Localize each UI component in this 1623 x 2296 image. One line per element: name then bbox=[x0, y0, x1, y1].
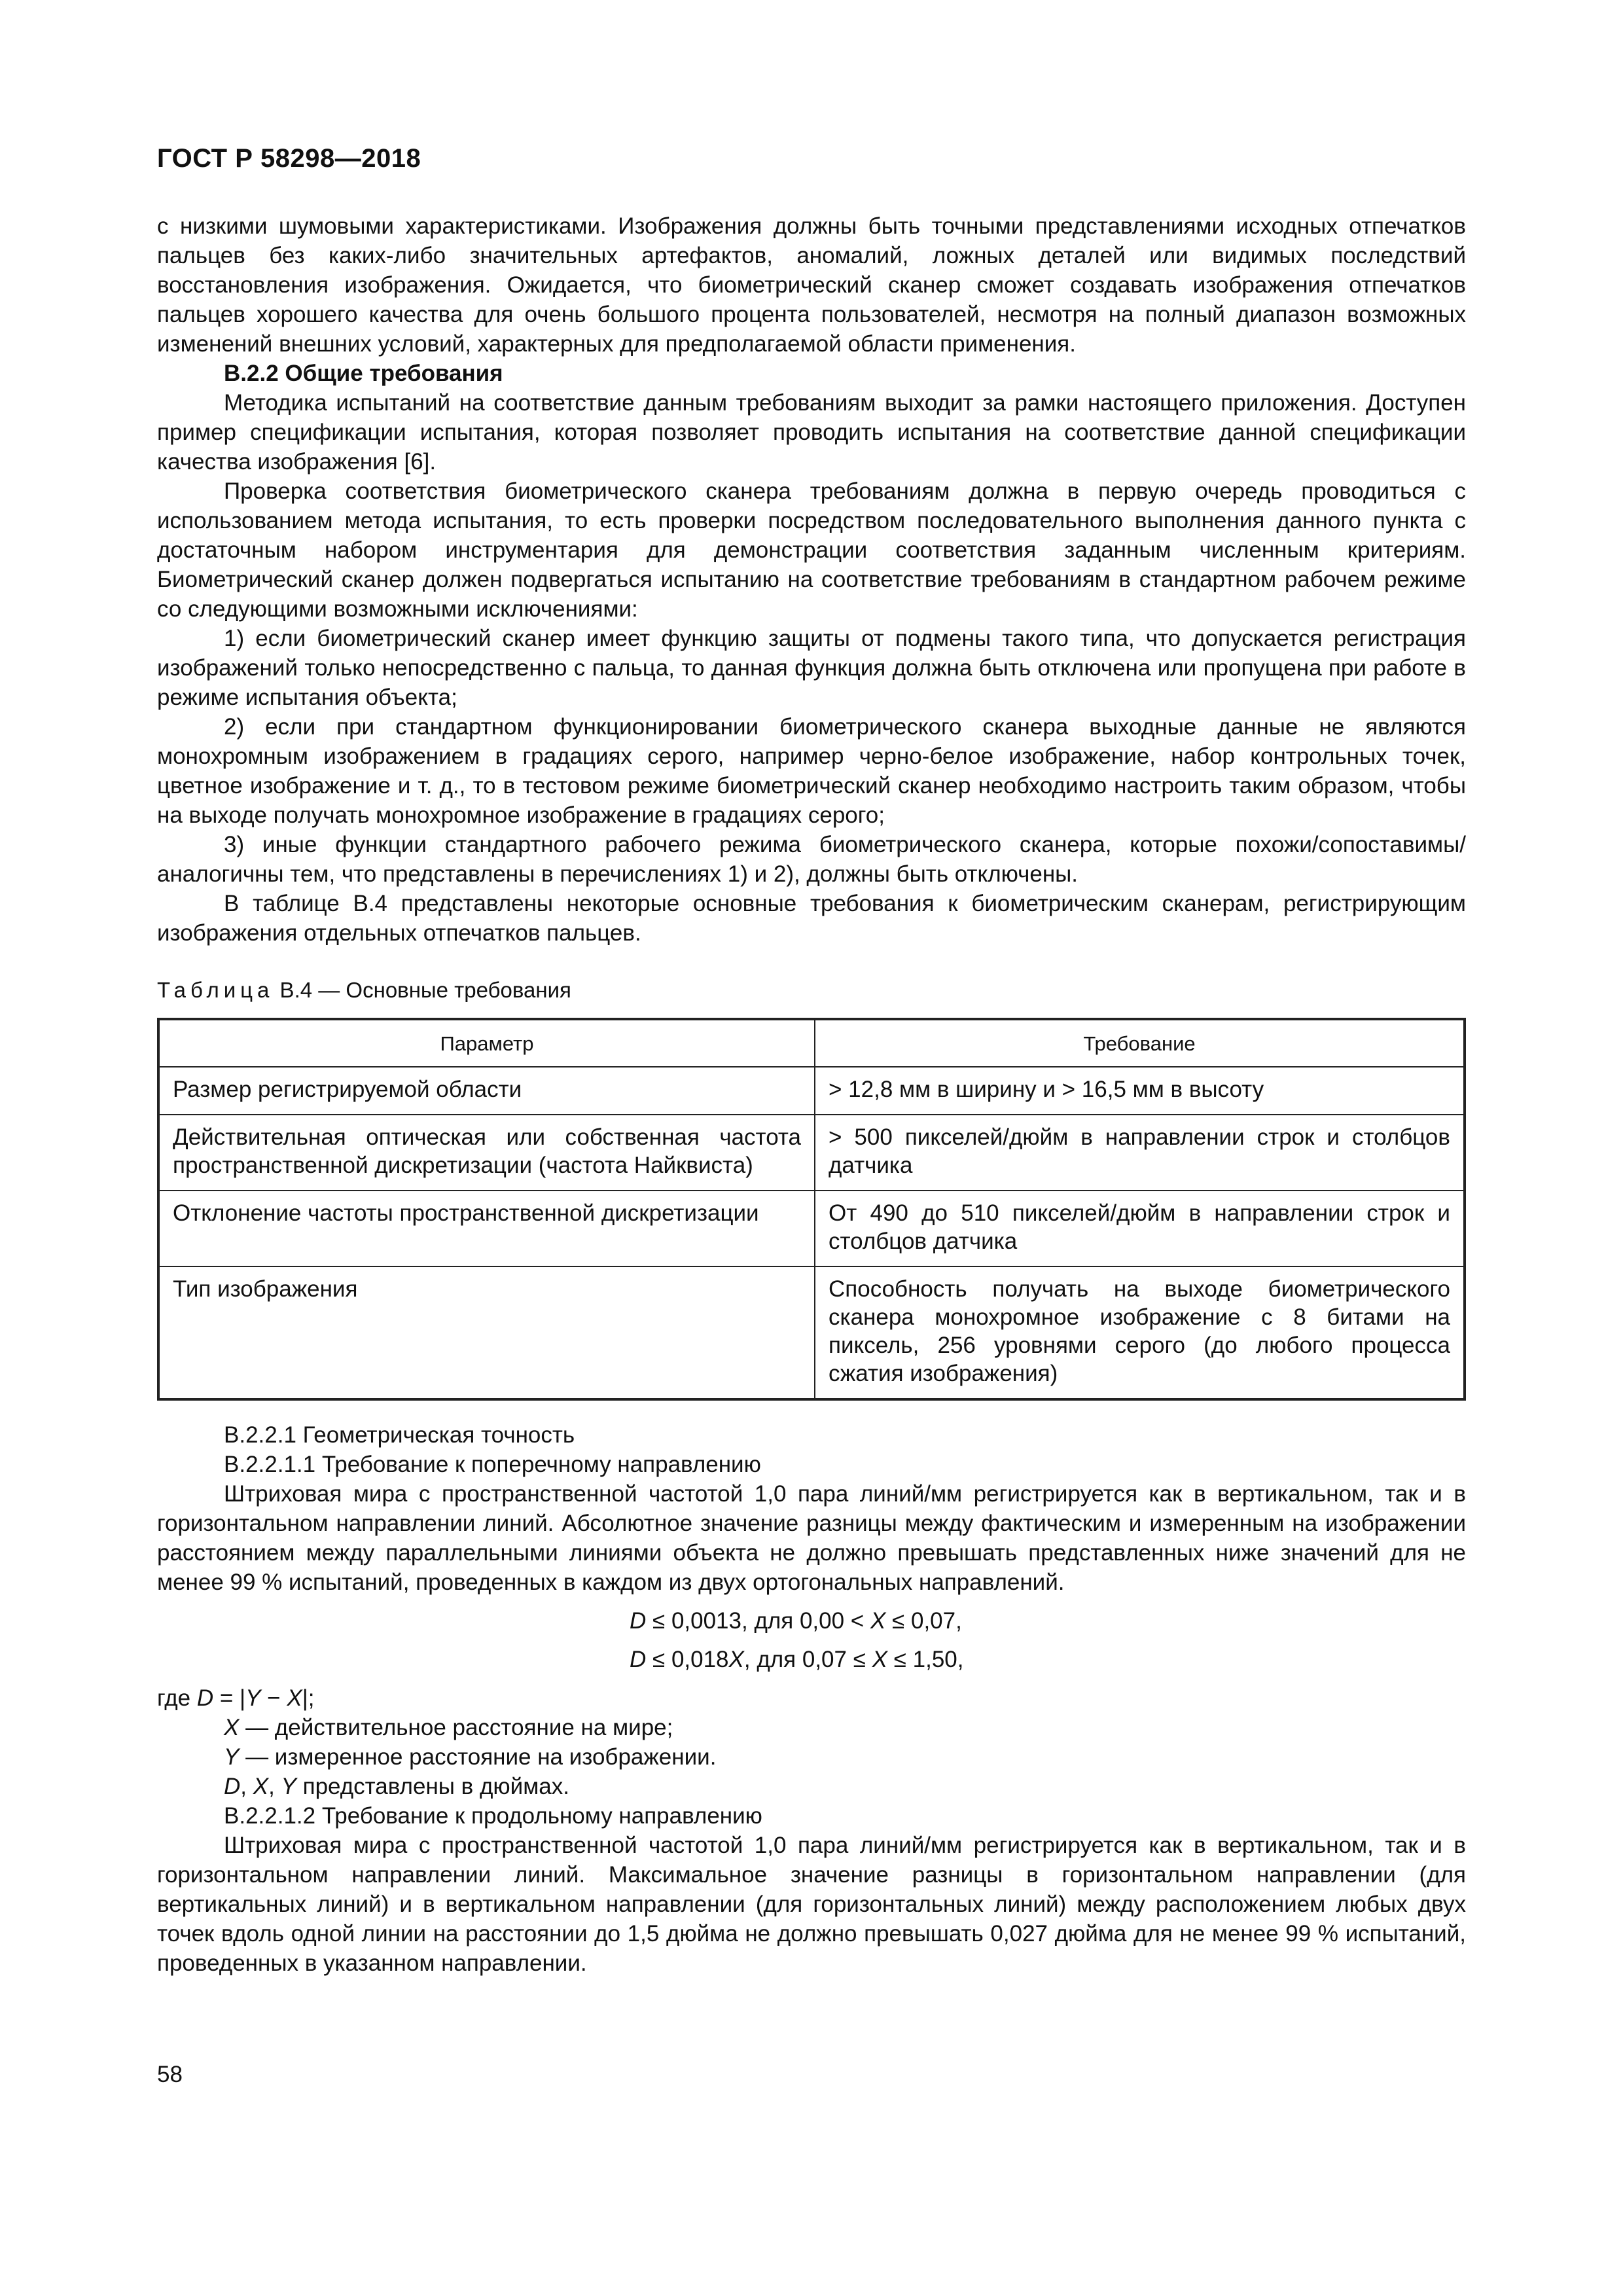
definition-x: X — действительное расстояние на мире; bbox=[224, 1715, 673, 1740]
intro-paragraph: с низкими шумовыми характеристиками. Изображения должны быть точными представлениями исходных отпечатков пальцев без каких-либо значительных артефактов, аномалий, ложных деталей или видимых последствий восстановления изображения. Ожидается, что биометрический сканер сможет создавать изображения отпечатков пальцев хорошего качества для очень большого процента пользователей, несмотря на полный диапазон возможных изменений внешних условий, характерных для предполагаемой области применения. bbox=[157, 213, 1466, 357]
subsection-geometric-accuracy: В.2.2.1 Геометрическая точность bbox=[224, 1422, 575, 1448]
table-header-row bbox=[158, 1019, 1465, 1067]
page-number: 58 bbox=[157, 2062, 183, 2087]
paragraph-table-intro: В таблице В.4 представлены некоторые основные требования к биометрическим сканерам, регистрирующим изображения отдельных отпечатков пальцев. bbox=[157, 891, 1466, 946]
units-note: D, X, Y представлены в дюймах. bbox=[224, 1774, 569, 1799]
table-row bbox=[158, 1266, 1465, 1399]
subsection-longitudinal: В.2.2.1.2 Требование к продольному направлению bbox=[224, 1803, 762, 1829]
table-row bbox=[158, 1067, 1465, 1115]
definition-y: Y — измеренное расстояние на изображении. bbox=[224, 1744, 717, 1770]
list-item: 2) если при стандартном функционировании биометрического сканера выходные данные не являются монохромным изображением в градациях серого, например черно-белое изображение, набор контрольных точек, цветное изображение и т. д., то в тестовом режиме биометрический сканер необходимо настроить таким образом, чтобы на выходе получать монохромное изображение в градациях серого; bbox=[157, 714, 1466, 828]
paragraph-transverse: Штриховая мира с пространственной частотой 1,0 пара линий/мм регистрируется как в вертикальном, так и в горизонтальном направлении линий. Абсолютное значение разницы между фактическим и измеренным на изображении расстоянием между параллельными линиями объекта не должно превышать представленных ниже значений для не менее 99 % испытаний, проведенных в каждом из двух ортогональных направлений. bbox=[157, 1481, 1466, 1595]
table-cell: Отклонение частоты пространственной дискретизации bbox=[158, 1191, 815, 1266]
requirements-table bbox=[157, 1018, 1466, 1401]
paragraph-longitudinal: Штриховая мира с пространственной частотой 1,0 пара линий/мм регистрируется как в вертикальном, так и в горизонтальном направлении линий. Максимальное значение разницы в горизонтальном направлении (для вертикальных линий) и в вертикальном направлении (для горизонтальных линий) между расположением любых двух точек вдоль одной линии на расстоянии до 1,5 дюйма не должно превышать 0,027 дюйма для не менее 99 % испытаний, проведенных в указанном направлении. bbox=[157, 1833, 1466, 1976]
column-header-parameter: Параметр bbox=[158, 1019, 815, 1067]
document-header: ГОСТ Р 58298—2018 bbox=[157, 144, 421, 173]
table-cell: > 12,8 мм в ширину и > 16,5 мм в высоту bbox=[815, 1067, 1465, 1115]
table-row bbox=[158, 1191, 1465, 1266]
table-cell: Способность получать на выходе биометрического сканера монохромное изображение с 8 битами на пиксель, 256 уровнями серого (до любого процесса сжатия изображения) bbox=[815, 1266, 1465, 1399]
table-cell: > 500 пикселей/дюйм в направлении строк и столбцов датчика bbox=[815, 1115, 1465, 1191]
table-row bbox=[158, 1115, 1465, 1191]
formula-2: D ≤ 0,018X, для 0,07 ≤ X ≤ 1,50, bbox=[630, 1647, 964, 1672]
column-header-requirement: Требование bbox=[815, 1019, 1465, 1067]
table-caption-label: Таблица bbox=[157, 978, 274, 1002]
list-item: 3) иные функции стандартного рабочего режима биометрического сканера, которые похожи/сопоставимы/аналогичны тем, что представлены в перечислениях 1) и 2), должны быть отключены. bbox=[157, 832, 1466, 887]
document-page bbox=[157, 144, 1466, 1978]
section-heading: В.2.2 Общие требования bbox=[224, 361, 503, 386]
table-caption bbox=[157, 975, 1466, 1005]
table-cell: Действительная оптическая или собственная частота пространственной дискретизации (частота Найквиста) bbox=[158, 1115, 815, 1191]
table-caption-text: В.4 — Основные требования bbox=[274, 978, 571, 1002]
subsection-transverse: В.2.2.1.1 Требование к поперечному направлению bbox=[224, 1452, 761, 1477]
table-cell: От 490 до 510 пикселей/дюйм в направлении строк и столбцов датчика bbox=[815, 1191, 1465, 1266]
where-clause: где D = |Y − X|; bbox=[157, 1685, 315, 1711]
list-item: 1) если биометрический сканер имеет функцию защиты от подмены такого типа, что допускается регистрация изображений только непосредственно с пальца, то данная функция должна быть отключена или пропущена при работе в режиме испытания объекта; bbox=[157, 626, 1466, 710]
paragraph-verification: Проверка соответствия биометрического сканера требованиям должна в первую очередь проводиться с использованием метода испытания, то есть проверки посредством последовательного выполнения данного пункта с достаточным набором инструментария для демонстрации соответствия заданным численным критериям. Биометрический сканер должен подвергаться испытанию на соответствие требованиям в стандартном рабочем режиме со следующими возможными исключениями: bbox=[157, 478, 1466, 622]
formula-1: D ≤ 0,0013, для 0,00 < X ≤ 0,07, bbox=[630, 1608, 962, 1634]
paragraph-methodology: Методика испытаний на соответствие данным требованиям выходит за рамки настоящего приложения. Доступен пример спецификации испытания, которая позволяет проводить испытания на соответствие данной спецификации качества изображения [6]. bbox=[157, 390, 1466, 475]
table-cell: Тип изображения bbox=[158, 1266, 815, 1399]
table-cell: Размер регистрируемой области bbox=[158, 1067, 815, 1115]
